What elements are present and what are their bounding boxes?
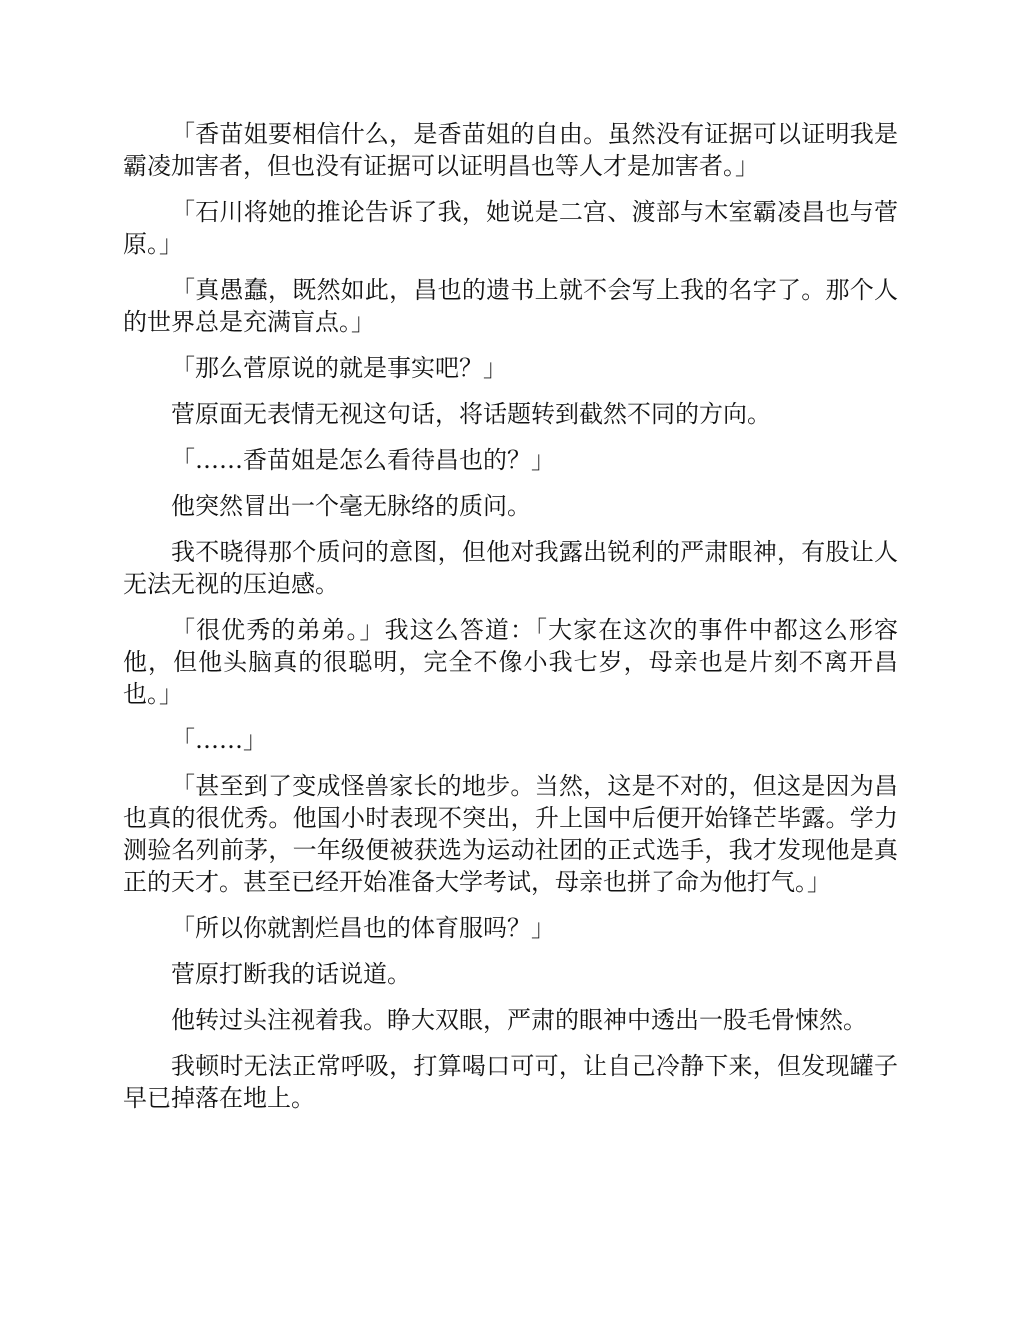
paragraph: 他突然冒出一个毫无脉络的质问。 bbox=[171, 492, 531, 520]
paragraph: 菅原打断我的话说道。 bbox=[171, 960, 411, 988]
paragraph: 我顿时无法正常呼吸，打算喝口可可，让自己冷静下来，但发现罐子早已掉落在地上。 bbox=[123, 1052, 898, 1112]
paragraph: 「很优秀的弟弟。」我这么答道：「大家在这次的事件中都这么形容他，但他头脑真的很聪明，完全不像小我七岁，母亲也是片刻不离开昌也。」 bbox=[123, 616, 898, 708]
paragraph: 他转过头注视着我。睁大双眼，严肃的眼神中透出一股毛骨悚然。 bbox=[171, 1006, 867, 1034]
paragraph: 「石川将她的推论告诉了我，她说是二宫、渡部与木室霸凌昌也与菅原。」 bbox=[123, 198, 898, 258]
paragraph: 「那么菅原说的就是事实吧？」 bbox=[171, 354, 507, 382]
paragraph: 「……」 bbox=[171, 726, 267, 754]
paragraph: 「……香苗姐是怎么看待昌也的？」 bbox=[171, 446, 555, 474]
paragraph: 「所以你就割烂昌也的体育服吗？」 bbox=[171, 914, 555, 942]
paragraph: 菅原面无表情无视这句话，将话题转到截然不同的方向。 bbox=[171, 400, 771, 428]
paragraph: 「甚至到了变成怪兽家长的地步。当然，这是不对的，但这是因为昌也真的很优秀。他国小时表现不突出，升上国中后便开始锋芒毕露。学力测验名列前茅，一年级便被获选为运动社团的正式选手，我才发现他是真正的天才。甚至已经开始准备大学考试，母亲也拼了命为他打气。」 bbox=[123, 772, 898, 896]
document-page bbox=[123, 118, 898, 1128]
paragraph: 「香苗姐要相信什么，是香苗姐的自由。虽然没有证据可以证明我是霸凌加害者，但也没有证据可以证明昌也等人才是加害者。」 bbox=[123, 120, 898, 180]
paragraph: 「真愚蠢，既然如此，昌也的遗书上就不会写上我的名字了。那个人的世界总是充满盲点。」 bbox=[123, 276, 898, 336]
paragraph: 我不晓得那个质问的意图，但他对我露出锐利的严肃眼神，有股让人无法无视的压迫感。 bbox=[123, 538, 898, 598]
